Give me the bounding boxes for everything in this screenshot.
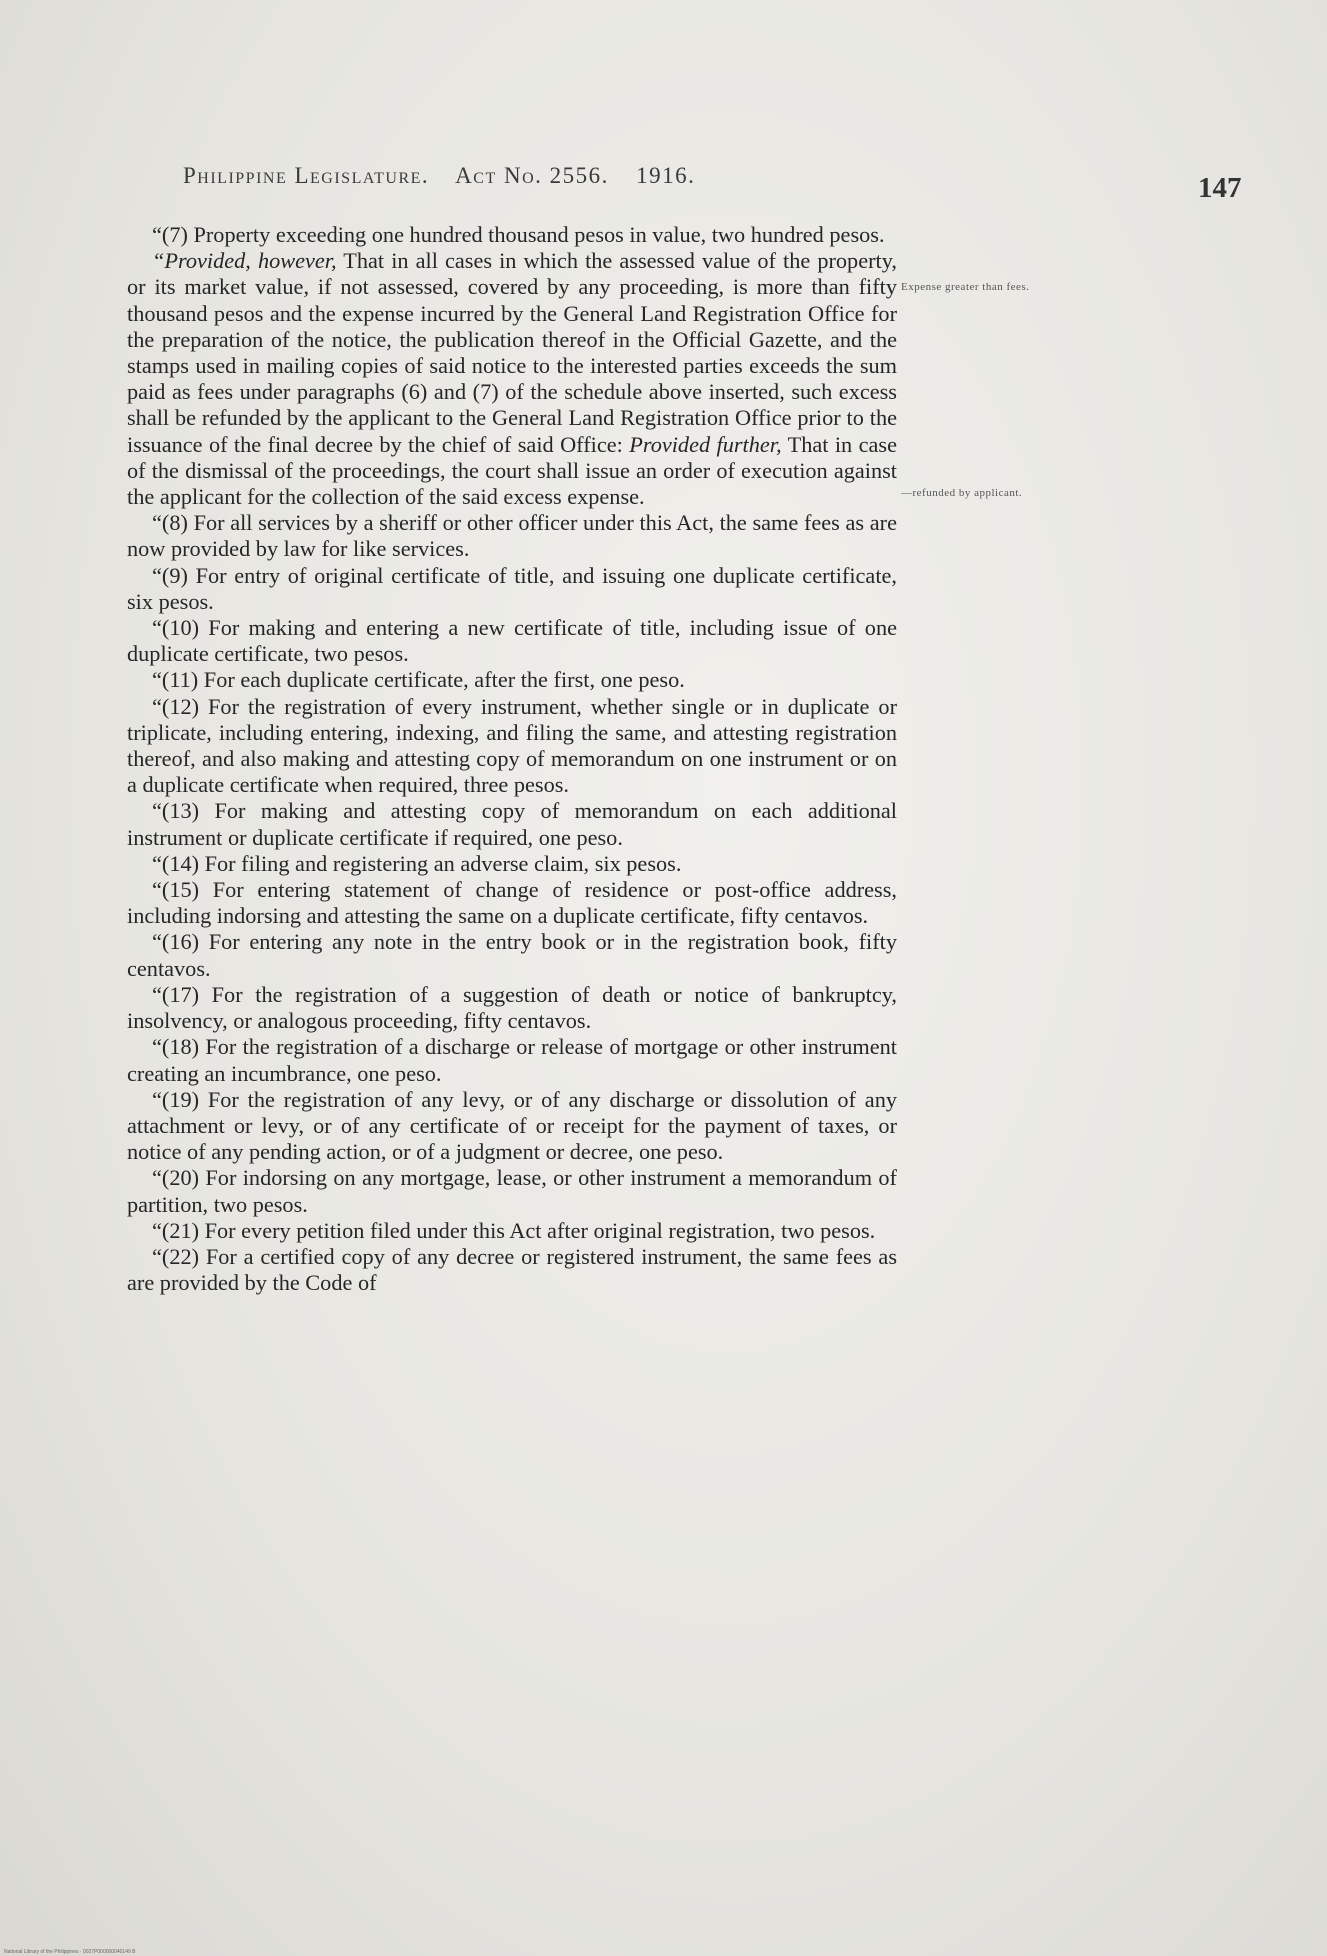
proviso-end: That in case of the dismissal of the proceedings, the court shall issue an order of execution against the applicant for the collection of the said excess expense. — [127, 431, 897, 510]
paragraph-10: “(10) For making and entering a new certificate of title, including issue of one duplicate certificate, two pesos. — [127, 615, 897, 667]
paragraph-13: “(13) For making and attesting copy of memorandum on each additional instrument or duplicate certificate if required, one peso. — [127, 798, 897, 850]
paragraph-21: “(21) For every petition filed under this Act after original registration, two pesos. — [152, 1217, 876, 1243]
scan-source-tag: National Library of the Philippines · 0027P000000040149 B — [4, 1949, 136, 1955]
paragraph-14: “(14) For filing and registering an adverse claim, six pesos. — [152, 850, 682, 876]
paragraph-16: “(16) For entering any note in the entry book or in the registration book, fifty centavos. — [127, 929, 897, 981]
margin-note-expense: Expense greater than fees. — [901, 281, 1030, 293]
paragraph-11: “(11) For each duplicate certificate, after the first, one peso. — [152, 667, 685, 693]
paragraph-19: “(19) For the registration of any levy, or of any discharge or dissolution of any attachment or levy, or of any certificate of or receipt for the payment of taxes, or notice of any pending action, or of a judgment or decree, one peso. — [127, 1086, 897, 1165]
paragraph-7: “(7) Property exceeding one hundred thousand pesos in value, two hundred pesos. — [152, 222, 885, 247]
proviso-lead: “Provided, however, — [152, 248, 337, 274]
paragraph-8: “(8) For all services by a sheriff or other officer under this Act, the same fees as are now provided by law for like services. — [127, 510, 897, 562]
act-year: 1916. — [636, 163, 696, 188]
paragraph-18: “(18) For the registration of a discharge or release of mortgage or other instrument creating an incumbrance, one peso. — [127, 1034, 897, 1086]
paragraph-17: “(17) For the registration of a suggestion of death or notice of bankruptcy, insolvency, or analogous proceeding, fifty centavos. — [127, 981, 897, 1034]
running-head — [183, 163, 715, 189]
proviso-text: That in all cases in which the assessed value of the property, or its market value, if not assessed, covered by any proceeding, is more than fifty thousand pesos and the expense incurred by the General Land Registration Office for the preparation of the notice, the publication thereof in the Official Gazette, and the stamps used in mailing copies of said notice to the interested parties exceeds the sum paid as fees under paragraphs (6) and (7) of the schedule above inserted, such excess shall be refunded by the applicant to the General Land Registration Office prior to the issuance of the final decree by the chief of said Office: — [127, 248, 897, 457]
paragraph-12: “(12) For the registration of every instrument, whether single or in duplicate or triplicate, including entering, indexing, and filing the same, and attesting registration thereof, and also making and attesting copy of memorandum on one instrument or on a duplicate certificate when required, three pesos. — [127, 693, 897, 798]
margin-note-refund: —refunded by applicant. — [901, 487, 1023, 499]
paragraph-proviso — [127, 248, 897, 510]
proviso-further: Provided further, — [629, 431, 782, 457]
page-number: 147 — [1198, 172, 1242, 204]
body-text — [127, 222, 897, 1296]
paragraph-22: “(22) For a certified copy of any decree or registered instrument, the same fees as are provided by the Code of — [127, 1243, 897, 1296]
paragraph-20: “(20) For indorsing on any mortgage, lease, or other instrument a memorandum of partition, two pesos. — [127, 1165, 897, 1217]
paragraph-15: “(15) For entering statement of change of residence or post-office address, including indorsing and attesting the same on a duplicate certificate, fifty centavos. — [127, 877, 897, 929]
act-number: Act No. 2556. — [455, 163, 609, 188]
legislature-heading: Philippine Legislature. — [183, 163, 430, 188]
paragraph-9: “(9) For entry of original certificate of title, and issuing one duplicate certificate, six pesos. — [127, 562, 897, 614]
